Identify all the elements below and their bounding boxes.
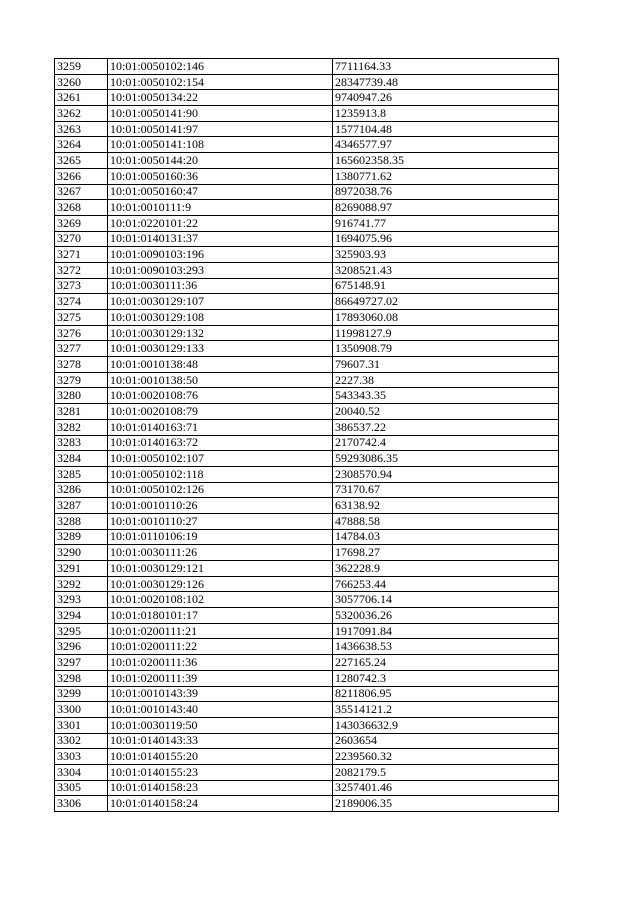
value-cell: 1436638.53: [333, 639, 559, 655]
value-cell: 227165.24: [333, 655, 559, 671]
value-cell: 59293086.35: [333, 451, 559, 467]
table-row: [55, 168, 559, 184]
cadastral-number-cell: 10:01:0010143:40: [108, 702, 333, 718]
value-cell: 7711164.33: [333, 59, 559, 75]
cadastral-number-cell: 10:01:0050102:126: [108, 482, 333, 498]
value-cell: 3257401.46: [333, 780, 559, 796]
cadastral-number-cell: 10:01:0030129:132: [108, 325, 333, 341]
table-row: [55, 325, 559, 341]
cadastral-number-cell: 10:01:0200111:36: [108, 655, 333, 671]
cadastral-number-cell: 10:01:0140158:23: [108, 780, 333, 796]
table-row: [55, 451, 559, 467]
value-cell: 28347739.48: [333, 74, 559, 90]
value-cell: 362228.9: [333, 561, 559, 577]
cadastral-number-cell: 10:01:0030129:108: [108, 310, 333, 326]
value-cell: 143036632.9: [333, 717, 559, 733]
cadastral-number-cell: 10:01:0010111:9: [108, 200, 333, 216]
row-number-cell: 3287: [55, 498, 108, 514]
row-number-cell: 3279: [55, 372, 108, 388]
cadastral-number-cell: 10:01:0140143:33: [108, 733, 333, 749]
value-cell: 1235913.8: [333, 106, 559, 122]
cadastral-number-cell: 10:01:0090103:196: [108, 247, 333, 263]
cadastral-number-cell: 10:01:0030129:126: [108, 576, 333, 592]
value-cell: 2082179.5: [333, 764, 559, 780]
table-row: [55, 215, 559, 231]
row-number-cell: 3267: [55, 184, 108, 200]
cadastral-number-cell: 10:01:0140163:72: [108, 435, 333, 451]
row-number-cell: 3269: [55, 215, 108, 231]
cadastral-number-cell: 10:01:0140155:23: [108, 764, 333, 780]
value-cell: 675148.91: [333, 278, 559, 294]
table-row: [55, 466, 559, 482]
table-row: [55, 749, 559, 765]
value-cell: 86649727.02: [333, 294, 559, 310]
table-row: [55, 294, 559, 310]
table-row: [55, 121, 559, 137]
row-number-cell: 3283: [55, 435, 108, 451]
table-row: [55, 545, 559, 561]
cadastral-number-cell: 10:01:0200111:22: [108, 639, 333, 655]
cadastral-number-cell: 10:01:0030129:133: [108, 341, 333, 357]
value-cell: 73170.67: [333, 482, 559, 498]
table-row: [55, 435, 559, 451]
table-row: [55, 310, 559, 326]
row-number-cell: 3286: [55, 482, 108, 498]
row-number-cell: 3278: [55, 357, 108, 373]
table-row: [55, 796, 559, 812]
row-number-cell: 3303: [55, 749, 108, 765]
row-number-cell: 3301: [55, 717, 108, 733]
cadastral-number-cell: 10:01:0050134:22: [108, 90, 333, 106]
table-row: [55, 247, 559, 263]
value-cell: 766253.44: [333, 576, 559, 592]
table-row: [55, 372, 559, 388]
value-cell: 386537.22: [333, 419, 559, 435]
cadastral-number-cell: 10:01:0050160:47: [108, 184, 333, 200]
row-number-cell: 3292: [55, 576, 108, 592]
row-number-cell: 3277: [55, 341, 108, 357]
row-number-cell: 3289: [55, 529, 108, 545]
table-row: [55, 498, 559, 514]
table-row: [55, 184, 559, 200]
value-cell: 2603654: [333, 733, 559, 749]
value-cell: 8211806.95: [333, 686, 559, 702]
table-row: [55, 639, 559, 655]
row-number-cell: 3275: [55, 310, 108, 326]
value-cell: 1917091.84: [333, 623, 559, 639]
value-cell: 1694075.96: [333, 231, 559, 247]
value-cell: 2227.38: [333, 372, 559, 388]
cadastral-number-cell: 10:01:0140155:20: [108, 749, 333, 765]
cadastral-number-cell: 10:01:0110106:19: [108, 529, 333, 545]
row-number-cell: 3270: [55, 231, 108, 247]
row-number-cell: 3260: [55, 74, 108, 90]
row-number-cell: 3273: [55, 278, 108, 294]
value-cell: 9740947.26: [333, 90, 559, 106]
value-cell: 17698.27: [333, 545, 559, 561]
value-cell: 11998127.9: [333, 325, 559, 341]
row-number-cell: 3299: [55, 686, 108, 702]
table-row: [55, 74, 559, 90]
cadastral-number-cell: 10:01:0010143:39: [108, 686, 333, 702]
row-number-cell: 3304: [55, 764, 108, 780]
cadastral-number-cell: 10:01:0020108:102: [108, 592, 333, 608]
table-row: [55, 561, 559, 577]
value-cell: 1280742.3: [333, 670, 559, 686]
value-cell: 4346577.97: [333, 137, 559, 153]
cadastral-number-cell: 10:01:0140163:71: [108, 419, 333, 435]
value-cell: 8972038.76: [333, 184, 559, 200]
row-number-cell: 3306: [55, 796, 108, 812]
row-number-cell: 3284: [55, 451, 108, 467]
row-number-cell: 3272: [55, 262, 108, 278]
cadastral-number-cell: 10:01:0030129:107: [108, 294, 333, 310]
value-cell: 47888.58: [333, 513, 559, 529]
row-number-cell: 3288: [55, 513, 108, 529]
table-row: [55, 686, 559, 702]
value-cell: 2239560.32: [333, 749, 559, 765]
row-number-cell: 3298: [55, 670, 108, 686]
value-cell: 20040.52: [333, 404, 559, 420]
row-number-cell: 3271: [55, 247, 108, 263]
cadastral-number-cell: 10:01:0030119:50: [108, 717, 333, 733]
table-row: [55, 357, 559, 373]
row-number-cell: 3296: [55, 639, 108, 655]
value-cell: 17893060.08: [333, 310, 559, 326]
table-row: [55, 670, 559, 686]
value-cell: 2170742.4: [333, 435, 559, 451]
row-number-cell: 3280: [55, 388, 108, 404]
cadastral-number-cell: 10:01:0140131:37: [108, 231, 333, 247]
row-number-cell: 3302: [55, 733, 108, 749]
row-number-cell: 3264: [55, 137, 108, 153]
data-table: [54, 58, 559, 812]
cadastral-number-cell: 10:01:0050102:146: [108, 59, 333, 75]
cadastral-number-cell: 10:01:0010110:27: [108, 513, 333, 529]
value-cell: 8269088.97: [333, 200, 559, 216]
cadastral-number-cell: 10:01:0010138:48: [108, 357, 333, 373]
cadastral-number-cell: 10:01:0200111:21: [108, 623, 333, 639]
table-row: [55, 717, 559, 733]
table-row: [55, 404, 559, 420]
cadastral-number-cell: 10:01:0050141:108: [108, 137, 333, 153]
cadastral-number-cell: 10:01:0020108:76: [108, 388, 333, 404]
cadastral-number-cell: 10:01:0050102:107: [108, 451, 333, 467]
table-row: [55, 482, 559, 498]
row-number-cell: 3263: [55, 121, 108, 137]
cadastral-number-cell: 10:01:0050160:36: [108, 168, 333, 184]
row-number-cell: 3293: [55, 592, 108, 608]
value-cell: 3208521.43: [333, 262, 559, 278]
table-row: [55, 592, 559, 608]
row-number-cell: 3300: [55, 702, 108, 718]
row-number-cell: 3261: [55, 90, 108, 106]
table-row: [55, 764, 559, 780]
table-row: [55, 608, 559, 624]
cadastral-number-cell: 10:01:0010110:26: [108, 498, 333, 514]
table-row: [55, 153, 559, 169]
value-cell: 35514121.2: [333, 702, 559, 718]
table-row: [55, 231, 559, 247]
value-cell: 543343.35: [333, 388, 559, 404]
value-cell: 2189006.35: [333, 796, 559, 812]
table-row: [55, 388, 559, 404]
cadastral-number-cell: 10:01:0030111:36: [108, 278, 333, 294]
table-row: [55, 733, 559, 749]
cadastral-number-cell: 10:01:0050102:118: [108, 466, 333, 482]
row-number-cell: 3282: [55, 419, 108, 435]
row-number-cell: 3265: [55, 153, 108, 169]
row-number-cell: 3262: [55, 106, 108, 122]
table-row: [55, 200, 559, 216]
table-row: [55, 341, 559, 357]
cadastral-number-cell: 10:01:0180101:17: [108, 608, 333, 624]
table-row: [55, 623, 559, 639]
cadastral-number-cell: 10:01:0050141:90: [108, 106, 333, 122]
cadastral-number-cell: 10:01:0050144:20: [108, 153, 333, 169]
row-number-cell: 3290: [55, 545, 108, 561]
value-cell: 165602358.35: [333, 153, 559, 169]
row-number-cell: 3268: [55, 200, 108, 216]
row-number-cell: 3297: [55, 655, 108, 671]
value-cell: 1380771.62: [333, 168, 559, 184]
table-row: [55, 262, 559, 278]
row-number-cell: 3291: [55, 561, 108, 577]
value-cell: 14784.03: [333, 529, 559, 545]
value-cell: 5320036.26: [333, 608, 559, 624]
table-row: [55, 59, 559, 75]
cadastral-number-cell: 10:01:0220101:22: [108, 215, 333, 231]
cadastral-number-cell: 10:01:0030111:26: [108, 545, 333, 561]
row-number-cell: 3305: [55, 780, 108, 796]
table-body: [55, 59, 559, 812]
row-number-cell: 3266: [55, 168, 108, 184]
value-cell: 3057706.14: [333, 592, 559, 608]
table-row: [55, 278, 559, 294]
row-number-cell: 3294: [55, 608, 108, 624]
cadastral-number-cell: 10:01:0090103:293: [108, 262, 333, 278]
row-number-cell: 3281: [55, 404, 108, 420]
row-number-cell: 3259: [55, 59, 108, 75]
value-cell: 325903.93: [333, 247, 559, 263]
table-row: [55, 529, 559, 545]
table-row: [55, 702, 559, 718]
value-cell: 79607.31: [333, 357, 559, 373]
value-cell: 2308570.94: [333, 466, 559, 482]
table-row: [55, 655, 559, 671]
table-row: [55, 90, 559, 106]
cadastral-number-cell: 10:01:0050102:154: [108, 74, 333, 90]
row-number-cell: 3295: [55, 623, 108, 639]
row-number-cell: 3285: [55, 466, 108, 482]
row-number-cell: 3274: [55, 294, 108, 310]
cadastral-number-cell: 10:01:0030129:121: [108, 561, 333, 577]
table-row: [55, 780, 559, 796]
cadastral-number-cell: 10:01:0020108:79: [108, 404, 333, 420]
value-cell: 916741.77: [333, 215, 559, 231]
value-cell: 63138.92: [333, 498, 559, 514]
cadastral-number-cell: 10:01:0200111:39: [108, 670, 333, 686]
value-cell: 1350908.79: [333, 341, 559, 357]
table-row: [55, 576, 559, 592]
table-row: [55, 137, 559, 153]
value-cell: 1577104.48: [333, 121, 559, 137]
table-row: [55, 513, 559, 529]
cadastral-number-cell: 10:01:0010138:50: [108, 372, 333, 388]
cadastral-number-cell: 10:01:0050141:97: [108, 121, 333, 137]
row-number-cell: 3276: [55, 325, 108, 341]
cadastral-number-cell: 10:01:0140158:24: [108, 796, 333, 812]
table-row: [55, 106, 559, 122]
table-row: [55, 419, 559, 435]
